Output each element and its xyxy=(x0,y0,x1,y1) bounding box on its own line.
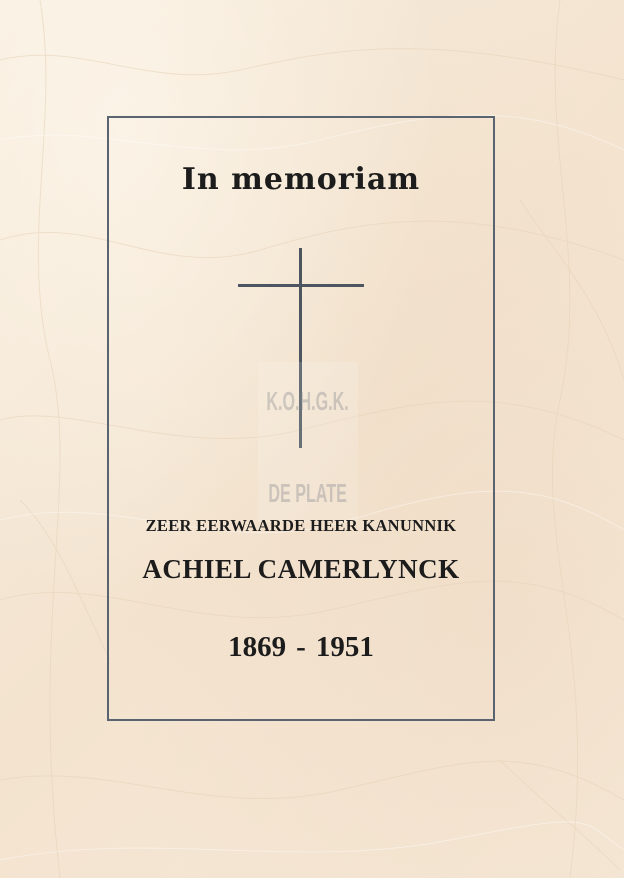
death-year: 1951 xyxy=(315,631,374,663)
watermark-stamp xyxy=(258,362,358,522)
heading-in-memoriam: In memoriam xyxy=(181,162,421,197)
years-separator: - xyxy=(296,631,306,663)
deceased-name: ACHIEL CAMERLYNCK xyxy=(142,554,460,584)
life-years xyxy=(107,631,495,664)
honorific-title: ZEER EERWAARDE HEER KANUNNIK xyxy=(145,516,457,535)
birth-year: 1869 xyxy=(228,631,287,663)
